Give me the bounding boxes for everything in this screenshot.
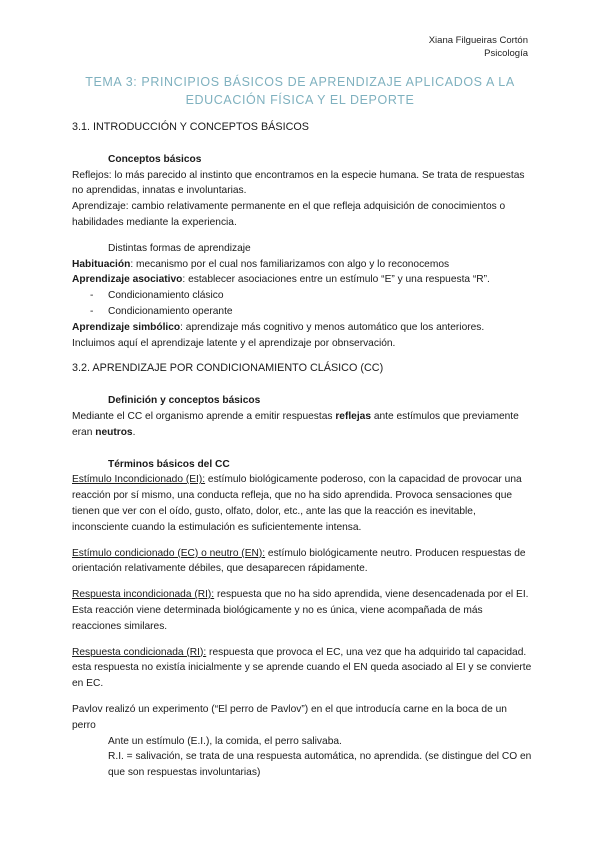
subheading-formas: Distintas formas de aprendizaje [108,242,251,254]
list-item: - Condicionamiento clásico [72,288,532,304]
paragraph-pavlov-ri: R.I. = salivación, se trata de una respuesta automática, no aprendida. (se distingue del CO en que son respuestas involuntarias) [108,751,532,779]
subject-name: Psicología [484,48,528,59]
paragraph-cc-definition: Mediante el CC el organismo aprende a emitir respuestas reflejas ante estímulos que previamente eran neutros. [72,410,519,438]
paragraph-asociativo: Aprendizaje asociativo: establecer asociaciones entre un estímulo “E” y una respuesta “R”. [72,274,490,286]
term-ec: Estímulo condicionado (EC) o neutro (EN): [72,547,266,559]
subheading-terminos: Términos básicos del CC [108,458,230,470]
page-header [429,34,528,60]
term-rc: Respuesta condicionada (RI): [72,646,207,658]
title-line-2: EDUCACIÓN FÍSICA Y EL DEPORTE [185,93,415,107]
paragraph-latente: Incluimos aquí el aprendizaje latente y el aprendizaje por obnservación. [72,337,396,349]
paragraph-ri: Respuesta incondicionada (RI): respuesta que no ha sido aprendida, viene desencadenada por el EI. Esta reacción viene determinada biológicamente y no es única, viene acompañada de más reacciones similares. [72,589,529,632]
subheading-definicion: Definición y conceptos básicos [108,395,261,407]
title-line-1: TEMA 3: PRINCIPIOS BÁSICOS DE APRENDIZAJE APLICADOS A LA [85,75,515,89]
paragraph-reflejos: Reflejos: lo más parecido al instinto que encontramos en la especie humana. Se trata de respuestas no aprendidas, innatas e involuntarias. [72,169,525,197]
list-item: - Condicionamiento operante [72,304,532,320]
paragraph-pavlov-ei: Ante un estímulo (E.I.), la comida, el perro salivaba. [108,735,342,747]
term-habituacion: Habituación [72,258,131,270]
term-ei: Estímulo Incondicionado (EI): [72,474,206,486]
conditioning-list [72,288,532,320]
section-heading-3-2: 3.2. APRENDIZAJE POR CONDICIONAMIENTO CLÁSICO (CC) [72,362,384,375]
term-simbolico: Aprendizaje simbólico [72,321,181,333]
term-asociativo: Aprendizaje asociativo [72,274,183,286]
document-body [72,120,532,781]
section-heading-3-1: 3.1. INTRODUCCIÓN Y CONCEPTOS BÁSICOS [72,121,309,133]
term-ri: Respuesta incondicionada (RI): [72,589,215,601]
subheading-conceptos: Conceptos básicos [108,153,202,165]
paragraph-ei: Estímulo Incondicionado (EI): estímulo biológicamente poderoso, con la capacidad de provocar una reacción por sí mismo, una conducta refleja, que no ha sido aprendida. Provoca sensaciones que tienen que ver con el oído, gusto, olfato, dolor, etc., ante las que la reacción es inevitable, inconsciente cuando la estimulación es suficientemente intensa. [72,474,522,533]
document-title [60,73,540,109]
paragraph-pavlov: Pavlov realizó un experimento (“El perro de Pavlov”) en el que introducía carne en la boca de un perro [72,703,507,731]
paragraph-ec: Estímulo condicionado (EC) o neutro (EN): estímulo biológicamente neutro. Producen respuestas de orientación relativamente débiles, que desaparecen rápidamente. [72,547,526,575]
paragraph-simbolico: Aprendizaje simbólico: aprendizaje más cognitivo y menos automático que los anteriores. [72,321,485,333]
paragraph-habituacion: Habituación: mecanismo por el cual nos familiarizamos con algo y lo reconocemos [72,258,450,270]
author-name: Xiana Filgueiras Cortón [428,35,528,46]
paragraph-aprendizaje: Aprendizaje: cambio relativamente permanente en el que refleja adquisición de conocimientos o habilidades mediante la experiencia. [72,201,506,228]
paragraph-rc: Respuesta condicionada (RI): respuesta que provoca el EC, una vez que ha adquirido tal capacidad. esta respuesta no existía inicialmente y se aprende cuando el EN queda asociado al EI y se convierte en EC. [72,646,532,690]
